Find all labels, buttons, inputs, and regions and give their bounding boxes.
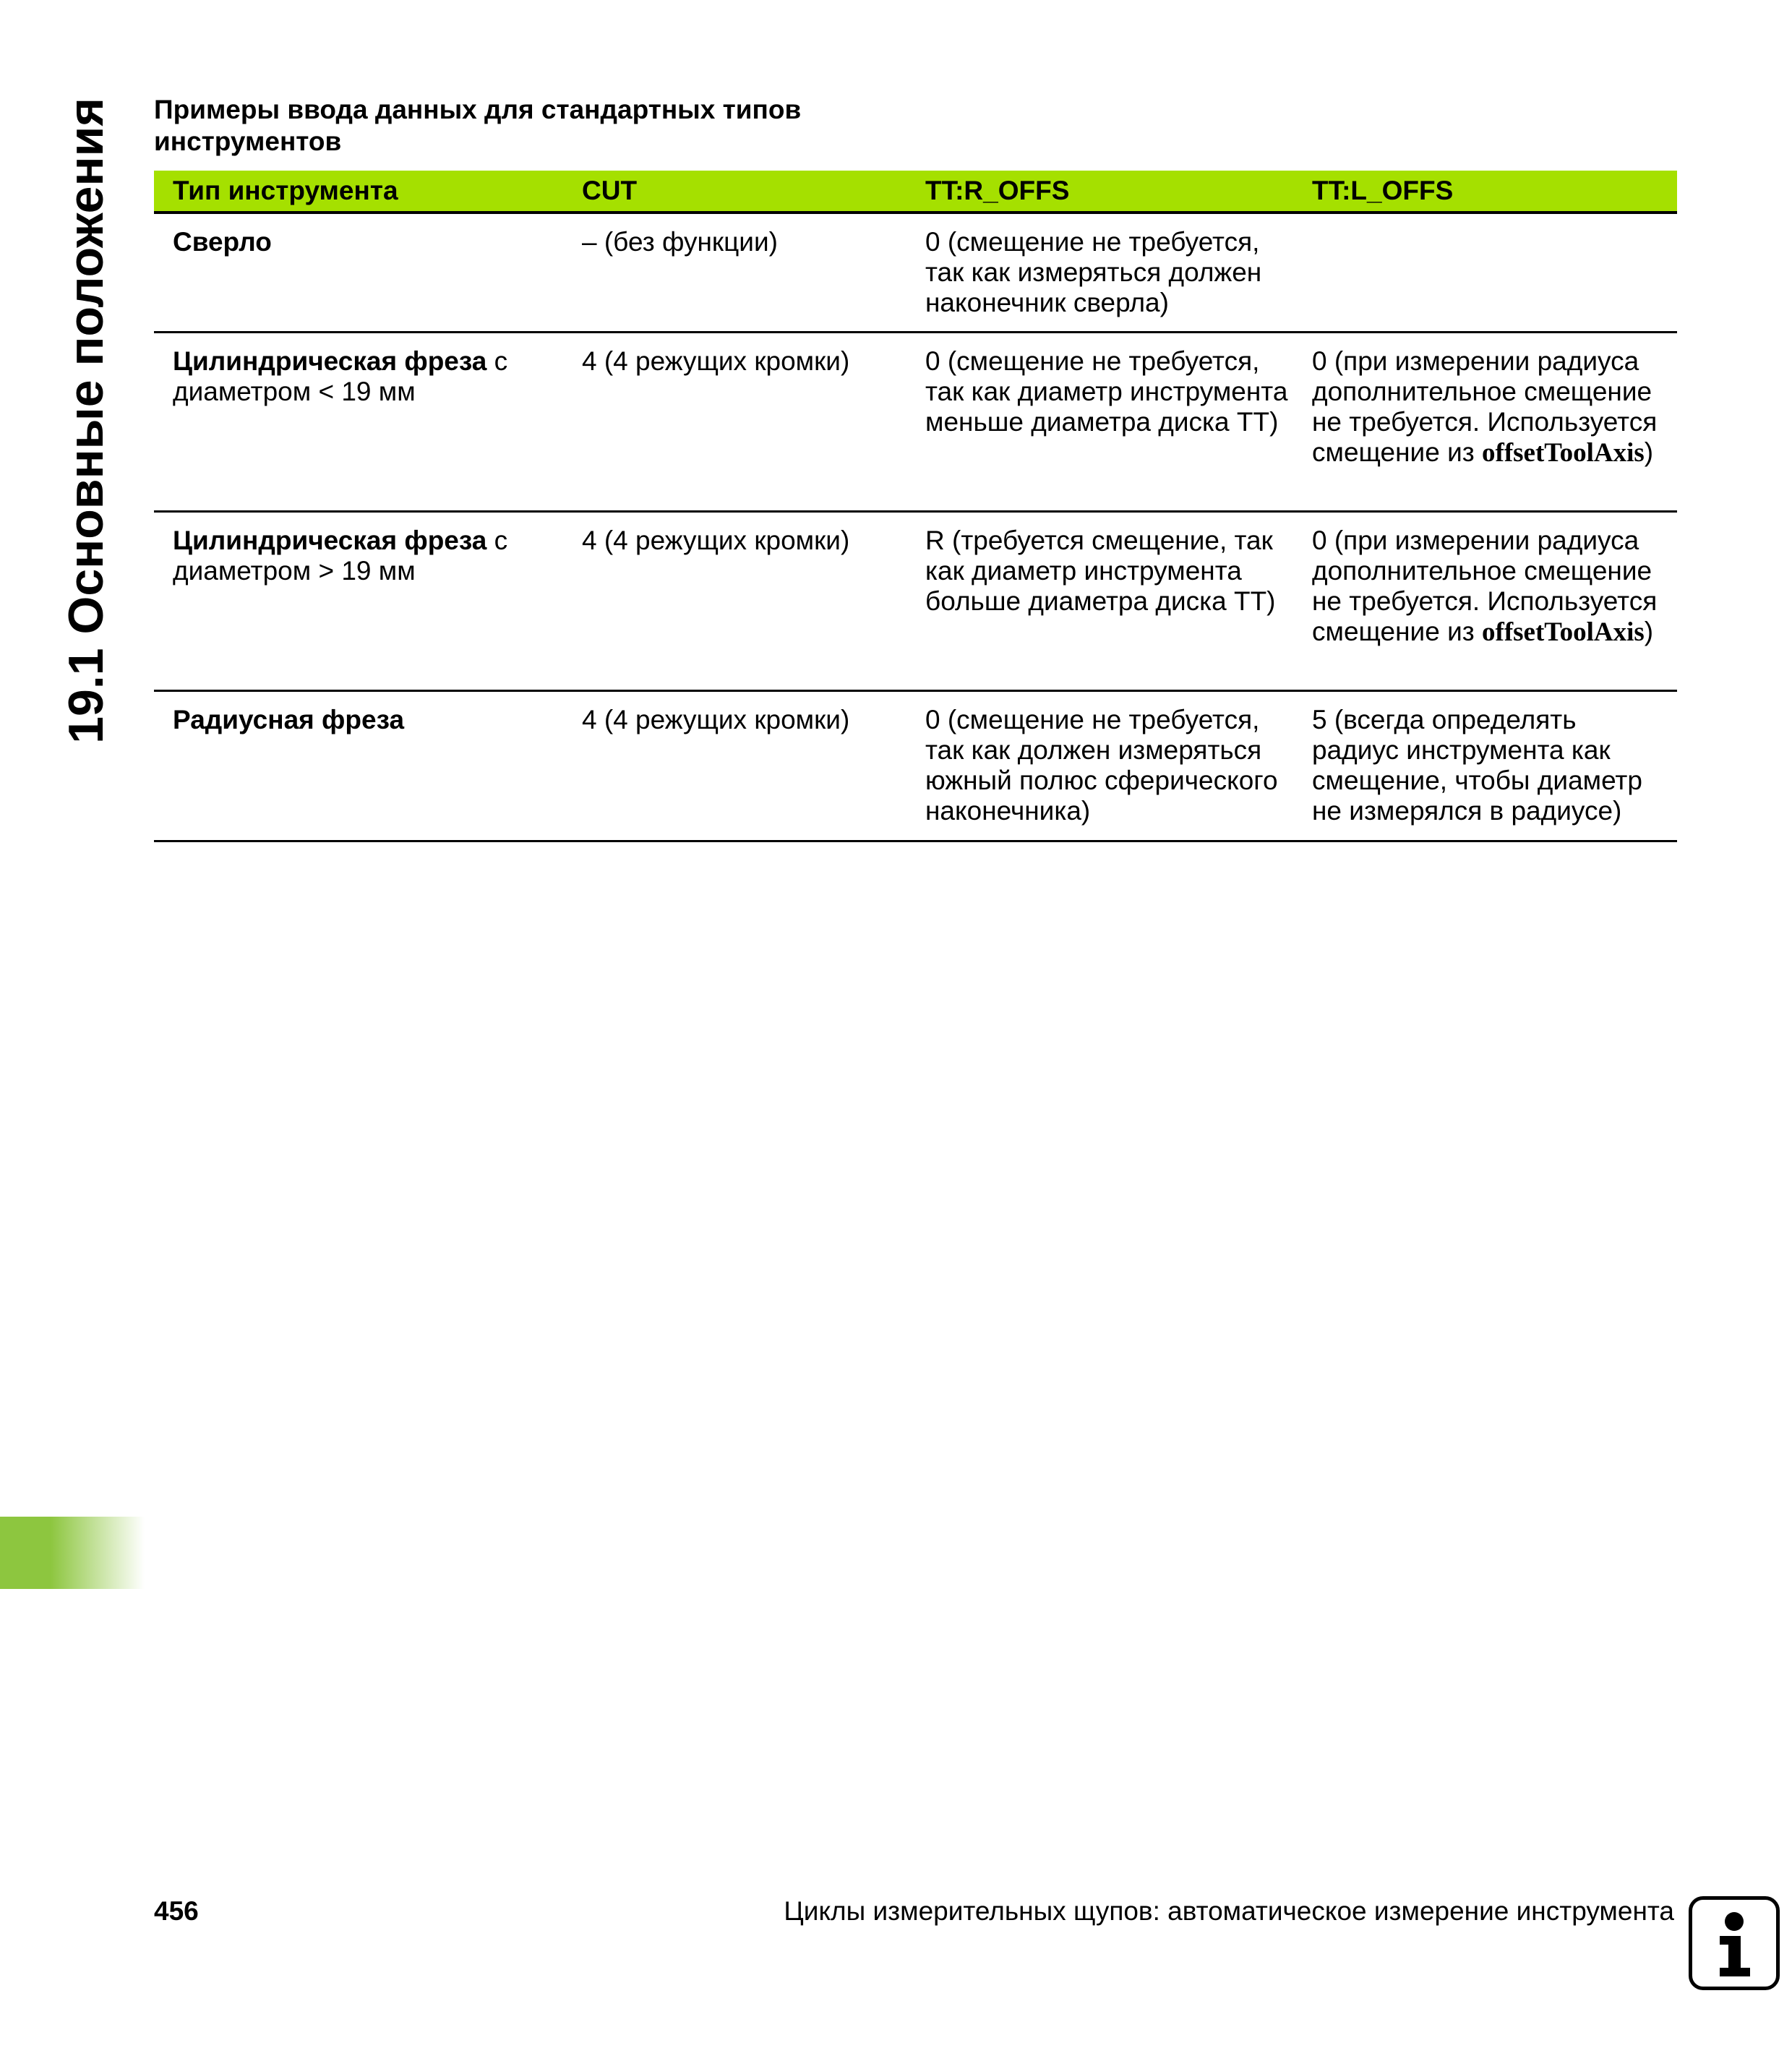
l-offs-text: 0 (при измерении радиуса дополнительное смещение не требуется. Используется смещение из (1312, 526, 1658, 646)
cell-cut: 4 (4 режущих кромки) (582, 512, 925, 691)
tool-type-name: Сверло (173, 227, 272, 257)
cell-tool-type (154, 213, 582, 333)
cell-l-offs (1312, 691, 1677, 841)
cell-cut: 4 (4 режущих кромки) (582, 691, 925, 841)
l-offs-code: offsetToolAxis (1482, 438, 1645, 468)
chapter-tab-marker (0, 1517, 145, 1589)
header-l-offs: TT:L_OFFS (1312, 171, 1677, 213)
cell-r-offs: R (требуется смещение, так как диаметр инструмента больше диаметра диска TT) (925, 512, 1312, 691)
table-row (154, 691, 1677, 841)
info-icon (1689, 1896, 1780, 1990)
cell-r-offs: 0 (смещение не требуется, так как измеряться должен наконечник сверла) (925, 213, 1312, 333)
tool-type-detail: с диаметром < 19 мм (173, 346, 508, 406)
cell-r-offs: 0 (смещение не требуется, так как диаметр инструмента меньше диаметра диска TT) (925, 333, 1312, 512)
chapter-side-title: 19.1 Основные положения (59, 98, 113, 744)
table-row (154, 512, 1677, 691)
info-icon-glyph (1692, 1900, 1776, 1987)
section-heading: Примеры ввода данных для стандартных типов инструментов (154, 95, 802, 156)
table-row (154, 333, 1677, 512)
tool-type-name: Цилиндрическая фреза (173, 346, 487, 376)
tool-types-table (154, 171, 1677, 842)
table-row (154, 213, 1677, 333)
cell-tool-type (154, 333, 582, 512)
cell-r-offs: 0 (смещение не требуется, так как должен измеряться южный полюс сферического наконечника) (925, 691, 1312, 841)
l-offs-text: 0 (при измерении радиуса дополнительное смещение не требуется. Используется смещение из (1312, 346, 1658, 467)
l-offs-text: 5 (всегда определять радиус инструмента как смещение, чтобы диаметр не измерялся в радиусе) (1312, 705, 1642, 826)
l-offs-tail: ) (1644, 617, 1654, 646)
header-r-offs: TT:R_OFFS (925, 171, 1312, 213)
header-tool-type: Тип инструмента (154, 171, 582, 213)
tool-type-name: Цилиндрическая фреза (173, 526, 487, 555)
l-offs-tail: ) (1644, 437, 1654, 467)
tool-type-detail: с диаметром > 19 мм (173, 526, 508, 586)
l-offs-code: offsetToolAxis (1482, 617, 1645, 647)
cell-cut: 4 (4 режущих кромки) (582, 333, 925, 512)
page-number: 456 (154, 1896, 199, 1926)
cell-l-offs (1312, 512, 1677, 691)
chapter-footer-title: Циклы измерительных щупов: автоматическое измерение инструмента (784, 1896, 1674, 1926)
table-header-row (154, 171, 1677, 213)
cell-l-offs (1312, 333, 1677, 512)
cell-tool-type (154, 691, 582, 841)
tool-type-name: Радиусная фреза (173, 705, 405, 734)
header-cut: CUT (582, 171, 925, 213)
cell-l-offs (1312, 213, 1677, 333)
cell-tool-type (154, 512, 582, 691)
cell-cut: – (без функции) (582, 213, 925, 333)
